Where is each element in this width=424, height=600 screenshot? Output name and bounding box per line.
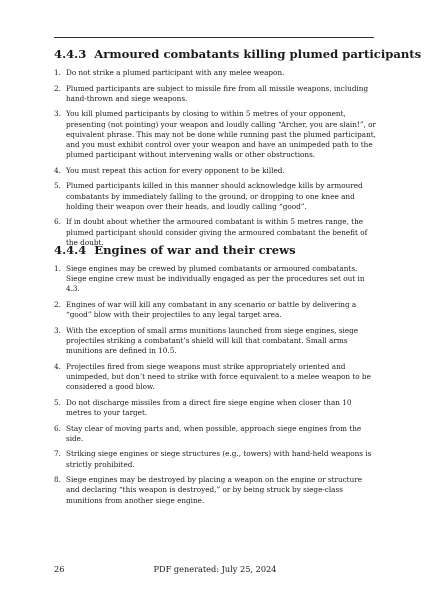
page-footer [54,563,376,575]
item-text: If in doubt about whether the armoured combatant is within 5 metres range, the plumed participant should consider giving the armoured combatant the benefit of the doubt. [66,217,368,247]
list-item [54,300,376,320]
item-text: Do not strike a plumed participant with any melee weapon. [66,68,285,77]
list-item [54,449,376,469]
list-item [54,264,376,295]
item-text: You kill plumed participants by closing to within 5 metres of your opponent, presenting (not pointing) your weapon and loudly calling “Archer, you are slain!”, or equivalent phrase. This may not be done while running past the plumed participant, and you must exhibit control over your weapon and have an unimpeded path to the plumed participant without intervening walls or other obstructions. [66,109,376,160]
item-number: 6. [54,423,61,433]
item-number: 2. [54,83,61,93]
item-number: 3. [54,109,61,119]
list-item [54,109,376,160]
item-text: Plumed participants are subject to missile fire from all missile weapons, including hand-thrown and siege weapons. [66,83,369,103]
section-title: Armoured combatants killing plumed participants [94,47,422,61]
section-4-4-3 [54,46,422,253]
section-heading [54,242,376,258]
generated-date: PDF generated: July 25, 2024 [153,564,277,574]
item-text: Siege engines may be destroyed by placing a weapon on the engine or structure and declaring “this weapon is destroyed,” or by being struck by siege-class munitions from another siege engine. [66,475,363,505]
section-number: 4.4.4 [54,243,87,257]
list-item [54,424,376,444]
item-text: Engines of war will kill any combatant in any scenario or battle by delivering a “good” blow with their projectiles to any legal target area. [66,300,357,320]
list-item [54,398,376,418]
item-number: 5. [54,181,61,191]
item-text: Projectiles fired from siege weapons must strike appropriately oriented and unimpeded, but don’t need to strike with force equivalent to a melee weapon to be considered a good blow. [66,361,371,392]
item-number: 4. [54,361,61,371]
header-rule [54,37,374,38]
list-item [54,326,376,357]
list-item [54,84,376,104]
item-number: 4. [54,165,61,175]
item-number: 1. [54,68,61,77]
section-heading [54,46,422,62]
item-text: With the exception of small arms munitions launched from siege engines, siege projectiles striking a combatant’s shield will kill that combatant. Small arms munitions are defined in 10.5. [66,325,359,356]
item-text: Do not discharge missiles from a direct fire siege engine when closer than 10 metres to your target. [66,397,352,417]
list-item [54,475,376,506]
item-number: 2. [54,300,61,309]
item-text: You must repeat this action for every opponent to be killed. [66,165,285,175]
item-number: 1. [54,264,61,273]
rule-list [54,68,376,248]
page-number: 26 [54,564,65,574]
item-text: Stay clear of moving parts and, when possible, approach siege engines from the side. [66,423,362,443]
item-number: 3. [54,325,61,335]
item-number: 8. [54,475,61,485]
list-item [54,362,376,393]
item-text: Striking siege engines or siege structures (e.g., towers) with hand-held weapons is strictly prohibited. [66,449,372,469]
list-item [54,166,376,176]
list-item [54,181,376,212]
section-4-4-4 [54,242,376,511]
item-text: Plumed participants killed in this manner should acknowledge kills by armoured combatants by immediately falling to the ground, or dropping to one knee and holding their weapon over their heads, and loudly calling “good”. [66,181,363,211]
rule-list [54,264,376,506]
item-number: 6. [54,217,61,227]
item-text: Siege engines may be crewed by plumed combatants or armoured combatants. Siege engine crew must be individually engaged as per the procedures set out in 4.3. [66,264,365,294]
section-number: 4.4.3 [54,47,87,61]
item-number: 7. [54,449,61,459]
list-item [54,68,376,78]
section-title: Engines of war and their crews [94,243,296,257]
item-number: 5. [54,397,61,407]
